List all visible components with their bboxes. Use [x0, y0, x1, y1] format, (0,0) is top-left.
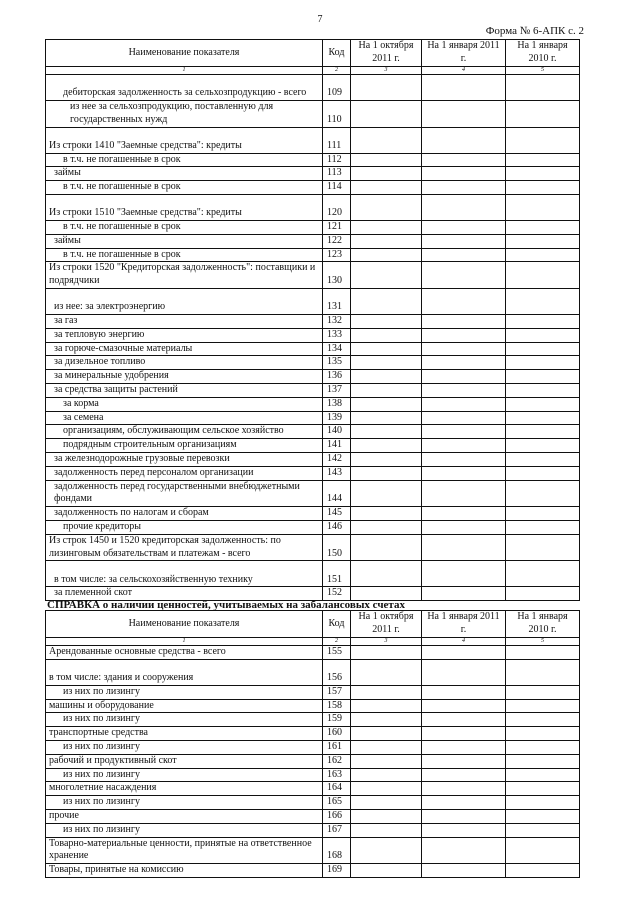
value-jan-2011-cell[interactable] [422, 646, 506, 660]
value-oct-2011-cell[interactable] [351, 659, 422, 685]
value-oct-2011-cell[interactable] [351, 507, 422, 521]
table-row [46, 740, 580, 754]
value-oct-2011-cell[interactable] [351, 480, 422, 507]
row-label: за племенной скот [46, 587, 323, 601]
row-label: в т.ч. не погашенные в срок [46, 248, 323, 262]
value-jan-2011-cell[interactable] [422, 328, 506, 342]
row-label: задолженность по налогам и сборам [46, 507, 323, 521]
row-code: 157 [323, 685, 351, 699]
value-jan-2011-cell[interactable] [422, 466, 506, 480]
value-jan-2011-cell[interactable] [422, 314, 506, 328]
value-jan-2011-cell[interactable] [422, 75, 506, 101]
value-jan-2010-cell[interactable] [506, 342, 580, 356]
value-jan-2011-cell[interactable] [422, 754, 506, 768]
table-row [46, 520, 580, 534]
row-code: 138 [323, 397, 351, 411]
value-jan-2011-cell[interactable] [422, 342, 506, 356]
value-jan-2010-cell[interactable] [506, 685, 580, 699]
value-oct-2011-cell[interactable] [351, 101, 422, 128]
row-code: 123 [323, 248, 351, 262]
column-number: 3 [351, 67, 422, 75]
value-oct-2011-cell[interactable] [351, 153, 422, 167]
table-row [46, 397, 580, 411]
value-jan-2010-cell[interactable] [506, 248, 580, 262]
value-oct-2011-cell[interactable] [351, 561, 422, 587]
spravka-title: СПРАВКА о наличии ценностей, учитываемых на забалансовых счетах [47, 599, 405, 611]
value-jan-2011-cell[interactable] [422, 288, 506, 314]
value-oct-2011-cell[interactable] [351, 864, 422, 878]
value-oct-2011-cell[interactable] [351, 425, 422, 439]
table-row [46, 659, 580, 685]
table-row [46, 561, 580, 587]
row-label: Товары, принятые на комиссию [46, 864, 323, 878]
value-oct-2011-cell[interactable] [351, 740, 422, 754]
row-code: 164 [323, 782, 351, 796]
row-label: в т.ч. не погашенные в срок [46, 153, 323, 167]
table-row [46, 768, 580, 782]
value-jan-2010-cell[interactable] [506, 740, 580, 754]
value-jan-2011-cell[interactable] [422, 659, 506, 685]
row-label: за дизельное топливо [46, 356, 323, 370]
row-label: из них по лизингу [46, 740, 323, 754]
value-jan-2010-cell[interactable] [506, 727, 580, 741]
table-row [46, 75, 580, 101]
header-jan-2011: На 1 января 2011 г. [422, 40, 506, 67]
value-jan-2011-cell[interactable] [422, 685, 506, 699]
value-jan-2011-cell[interactable] [422, 864, 506, 878]
table-row [46, 439, 580, 453]
table-row [46, 466, 580, 480]
value-oct-2011-cell[interactable] [351, 234, 422, 248]
row-label: прочие [46, 809, 323, 823]
value-oct-2011-cell[interactable] [351, 194, 422, 220]
value-oct-2011-cell[interactable] [351, 181, 422, 195]
row-label: Из строк 1450 и 1520 кредиторская задолженность: по лизинговым обязательствам и платежам - всего [46, 534, 323, 561]
value-oct-2011-cell[interactable] [351, 314, 422, 328]
table-row [46, 727, 580, 741]
row-code: 133 [323, 328, 351, 342]
value-oct-2011-cell[interactable] [351, 397, 422, 411]
table-row [46, 153, 580, 167]
row-code: 163 [323, 768, 351, 782]
form-title: Форма № 6-АПК с. 2 [485, 25, 584, 37]
row-code: 162 [323, 754, 351, 768]
table-row [46, 837, 580, 864]
row-code: 134 [323, 342, 351, 356]
value-oct-2011-cell[interactable] [351, 534, 422, 561]
table-row [46, 864, 580, 878]
value-oct-2011-cell[interactable] [351, 262, 422, 289]
value-jan-2011-cell[interactable] [422, 520, 506, 534]
row-label: в том числе: за сельскохозяйственную технику [46, 561, 323, 587]
header-jan-2011: На 1 января 2011 г. [422, 611, 506, 638]
row-code: 109 [323, 75, 351, 101]
value-jan-2011-cell[interactable] [422, 507, 506, 521]
value-oct-2011-cell[interactable] [351, 383, 422, 397]
value-jan-2011-cell[interactable] [422, 248, 506, 262]
header-name: Наименование показателя [46, 611, 323, 638]
header-jan-2010: На 1 января 2010 г. [506, 40, 580, 67]
row-code: 140 [323, 425, 351, 439]
row-label: за железнодорожные грузовые перевозки [46, 452, 323, 466]
value-oct-2011-cell[interactable] [351, 452, 422, 466]
value-oct-2011-cell[interactable] [351, 75, 422, 101]
row-code: 141 [323, 439, 351, 453]
value-jan-2010-cell[interactable] [506, 452, 580, 466]
value-oct-2011-cell[interactable] [351, 220, 422, 234]
value-jan-2011-cell[interactable] [422, 153, 506, 167]
row-code: 122 [323, 234, 351, 248]
value-jan-2011-cell[interactable] [422, 587, 506, 601]
row-code: 110 [323, 101, 351, 128]
row-label: транспортные средства [46, 727, 323, 741]
value-jan-2011-cell[interactable] [422, 220, 506, 234]
value-jan-2010-cell[interactable] [506, 288, 580, 314]
value-jan-2010-cell[interactable] [506, 646, 580, 660]
value-jan-2010-cell[interactable] [506, 314, 580, 328]
row-label: из них по лизингу [46, 685, 323, 699]
table-row [46, 425, 580, 439]
value-jan-2010-cell[interactable] [506, 101, 580, 128]
value-oct-2011-cell[interactable] [351, 727, 422, 741]
value-jan-2011-cell[interactable] [422, 425, 506, 439]
row-label: из нее: за электроэнергию [46, 288, 323, 314]
table-row [46, 383, 580, 397]
value-jan-2010-cell[interactable] [506, 809, 580, 823]
off-balance-table [45, 610, 580, 878]
table-row [46, 181, 580, 195]
row-code: 114 [323, 181, 351, 195]
row-code: 137 [323, 383, 351, 397]
table-row [46, 646, 580, 660]
value-jan-2011-cell[interactable] [422, 796, 506, 810]
row-label: в т.ч. не погашенные в срок [46, 220, 323, 234]
column-number: 5 [506, 67, 580, 75]
row-label: машины и оборудование [46, 699, 323, 713]
row-label: Арендованные основные средства - всего [46, 646, 323, 660]
row-label: из них по лизингу [46, 823, 323, 837]
table-row [46, 480, 580, 507]
row-code: 165 [323, 796, 351, 810]
table-row [46, 314, 580, 328]
row-code: 113 [323, 167, 351, 181]
header-name: Наименование показателя [46, 40, 323, 67]
value-oct-2011-cell[interactable] [351, 328, 422, 342]
value-jan-2010-cell[interactable] [506, 425, 580, 439]
row-label: прочие кредиторы [46, 520, 323, 534]
value-jan-2011-cell[interactable] [422, 127, 506, 153]
row-code: 156 [323, 659, 351, 685]
value-jan-2010-cell[interactable] [506, 383, 580, 397]
value-oct-2011-cell[interactable] [351, 520, 422, 534]
row-label: займы [46, 234, 323, 248]
value-jan-2010-cell[interactable] [506, 823, 580, 837]
value-jan-2011-cell[interactable] [422, 809, 506, 823]
value-jan-2011-cell[interactable] [422, 782, 506, 796]
table-row [46, 370, 580, 384]
header-oct-2011: На 1 октября 2011 г. [351, 40, 422, 67]
value-oct-2011-cell[interactable] [351, 782, 422, 796]
table-row [46, 411, 580, 425]
row-code: 132 [323, 314, 351, 328]
table-row [46, 234, 580, 248]
row-code: 155 [323, 646, 351, 660]
row-label: рабочий и продуктивный скот [46, 754, 323, 768]
value-jan-2010-cell[interactable] [506, 262, 580, 289]
value-jan-2011-cell[interactable] [422, 534, 506, 561]
value-jan-2011-cell[interactable] [422, 699, 506, 713]
value-jan-2011-cell[interactable] [422, 370, 506, 384]
column-number: 2 [323, 67, 351, 75]
table-row [46, 248, 580, 262]
value-oct-2011-cell[interactable] [351, 699, 422, 713]
row-code: 152 [323, 587, 351, 601]
value-jan-2011-cell[interactable] [422, 411, 506, 425]
page-number: 7 [317, 14, 323, 25]
column-number: 1 [46, 638, 323, 646]
row-label: подрядным строительным организациям [46, 439, 323, 453]
row-label: многолетние насаждения [46, 782, 323, 796]
row-code: 130 [323, 262, 351, 289]
value-jan-2011-cell[interactable] [422, 727, 506, 741]
row-label: Из строки 1510 "Заемные средства": кредиты [46, 194, 323, 220]
column-number: 4 [422, 638, 506, 646]
value-oct-2011-cell[interactable] [351, 411, 422, 425]
row-label: за семена [46, 411, 323, 425]
table-row [46, 167, 580, 181]
table-row [46, 262, 580, 289]
column-number: 1 [46, 67, 323, 75]
row-code: 142 [323, 452, 351, 466]
value-jan-2010-cell[interactable] [506, 480, 580, 507]
value-oct-2011-cell[interactable] [351, 713, 422, 727]
table-row [46, 127, 580, 153]
row-label: задолженность перед государственными внебюджетными фондами [46, 480, 323, 507]
row-label: за газ [46, 314, 323, 328]
row-label: Товарно-материальные ценности, принятые на ответственное хранение [46, 837, 323, 864]
value-jan-2010-cell[interactable] [506, 837, 580, 864]
value-jan-2011-cell[interactable] [422, 262, 506, 289]
value-jan-2010-cell[interactable] [506, 439, 580, 453]
value-jan-2010-cell[interactable] [506, 234, 580, 248]
row-code: 168 [323, 837, 351, 864]
value-jan-2010-cell[interactable] [506, 768, 580, 782]
row-code: 111 [323, 127, 351, 153]
value-jan-2010-cell[interactable] [506, 587, 580, 601]
value-oct-2011-cell[interactable] [351, 167, 422, 181]
column-numbers-row [46, 67, 580, 75]
table-row [46, 507, 580, 521]
value-jan-2010-cell[interactable] [506, 356, 580, 370]
value-jan-2010-cell[interactable] [506, 466, 580, 480]
value-jan-2010-cell[interactable] [506, 659, 580, 685]
header-code: Код [323, 40, 351, 67]
row-code: 112 [323, 153, 351, 167]
value-jan-2011-cell[interactable] [422, 713, 506, 727]
row-label: за тепловую энергию [46, 328, 323, 342]
table-row [46, 699, 580, 713]
value-jan-2010-cell[interactable] [506, 75, 580, 101]
value-jan-2011-cell[interactable] [422, 383, 506, 397]
table-row [46, 809, 580, 823]
value-jan-2011-cell[interactable] [422, 234, 506, 248]
row-code: 120 [323, 194, 351, 220]
row-label: Из строки 1410 "Заемные средства": кредиты [46, 127, 323, 153]
value-jan-2010-cell[interactable] [506, 864, 580, 878]
value-oct-2011-cell[interactable] [351, 288, 422, 314]
row-label: за горюче-смазочные материалы [46, 342, 323, 356]
value-jan-2011-cell[interactable] [422, 768, 506, 782]
value-jan-2011-cell[interactable] [422, 181, 506, 195]
header-oct-2011: На 1 октября 2011 г. [351, 611, 422, 638]
table-row [46, 823, 580, 837]
row-code: 169 [323, 864, 351, 878]
row-code: 121 [323, 220, 351, 234]
column-numbers-row [46, 638, 580, 646]
value-jan-2010-cell[interactable] [506, 194, 580, 220]
value-oct-2011-cell[interactable] [351, 646, 422, 660]
row-code: 136 [323, 370, 351, 384]
row-code: 135 [323, 356, 351, 370]
value-jan-2011-cell[interactable] [422, 167, 506, 181]
row-code: 131 [323, 288, 351, 314]
value-oct-2011-cell[interactable] [351, 342, 422, 356]
value-oct-2011-cell[interactable] [351, 356, 422, 370]
value-jan-2011-cell[interactable] [422, 452, 506, 466]
value-oct-2011-cell[interactable] [351, 248, 422, 262]
value-jan-2010-cell[interactable] [506, 220, 580, 234]
row-label: из нее за сельхозпродукцию, поставленную для государственных нужд [46, 101, 323, 128]
table-row [46, 754, 580, 768]
column-number: 5 [506, 638, 580, 646]
value-jan-2010-cell[interactable] [506, 127, 580, 153]
column-number: 3 [351, 638, 422, 646]
value-jan-2011-cell[interactable] [422, 740, 506, 754]
row-label: займы [46, 167, 323, 181]
value-oct-2011-cell[interactable] [351, 796, 422, 810]
value-jan-2010-cell[interactable] [506, 754, 580, 768]
row-label: за средства защиты растений [46, 383, 323, 397]
row-label: из них по лизингу [46, 713, 323, 727]
row-code: 158 [323, 699, 351, 713]
value-jan-2010-cell[interactable] [506, 534, 580, 561]
table-row [46, 194, 580, 220]
column-number: 4 [422, 67, 506, 75]
row-label: за минеральные удобрения [46, 370, 323, 384]
value-jan-2011-cell[interactable] [422, 397, 506, 411]
table-row [46, 713, 580, 727]
value-jan-2011-cell[interactable] [422, 823, 506, 837]
value-jan-2010-cell[interactable] [506, 328, 580, 342]
value-oct-2011-cell[interactable] [351, 823, 422, 837]
value-oct-2011-cell[interactable] [351, 685, 422, 699]
value-jan-2010-cell[interactable] [506, 181, 580, 195]
value-oct-2011-cell[interactable] [351, 768, 422, 782]
value-oct-2011-cell[interactable] [351, 466, 422, 480]
value-jan-2010-cell[interactable] [506, 397, 580, 411]
row-code: 151 [323, 561, 351, 587]
value-jan-2010-cell[interactable] [506, 782, 580, 796]
table-row [46, 685, 580, 699]
row-label: из них по лизингу [46, 768, 323, 782]
row-label: в том числе: здания и сооружения [46, 659, 323, 685]
table-row [46, 101, 580, 128]
value-oct-2011-cell[interactable] [351, 439, 422, 453]
row-code: 143 [323, 466, 351, 480]
row-label: из них по лизингу [46, 796, 323, 810]
row-code: 150 [323, 534, 351, 561]
value-jan-2010-cell[interactable] [506, 167, 580, 181]
header-code: Код [323, 611, 351, 638]
value-jan-2011-cell[interactable] [422, 561, 506, 587]
value-jan-2011-cell[interactable] [422, 480, 506, 507]
row-code: 166 [323, 809, 351, 823]
value-jan-2010-cell[interactable] [506, 520, 580, 534]
row-label: за корма [46, 397, 323, 411]
row-label: организациям, обслуживающим сельское хозяйство [46, 425, 323, 439]
table-row [46, 328, 580, 342]
value-jan-2011-cell[interactable] [422, 439, 506, 453]
row-label: Из строки 1520 "Кредиторская задолженность": поставщики и подрядчики [46, 262, 323, 289]
row-code: 145 [323, 507, 351, 521]
value-jan-2010-cell[interactable] [506, 507, 580, 521]
value-oct-2011-cell[interactable] [351, 127, 422, 153]
row-label: в т.ч. не погашенные в срок [46, 181, 323, 195]
value-jan-2010-cell[interactable] [506, 796, 580, 810]
indicators-table [45, 39, 580, 601]
value-jan-2011-cell[interactable] [422, 194, 506, 220]
value-jan-2010-cell[interactable] [506, 153, 580, 167]
table-row [46, 796, 580, 810]
table-row [46, 782, 580, 796]
row-code: 161 [323, 740, 351, 754]
row-label: дебиторская задолженность за сельхозпродукцию - всего [46, 75, 323, 101]
row-code: 167 [323, 823, 351, 837]
table-row [46, 220, 580, 234]
column-number: 2 [323, 638, 351, 646]
row-code: 146 [323, 520, 351, 534]
table-row [46, 288, 580, 314]
value-oct-2011-cell[interactable] [351, 754, 422, 768]
value-oct-2011-cell[interactable] [351, 837, 422, 864]
table-row [46, 342, 580, 356]
value-jan-2010-cell[interactable] [506, 370, 580, 384]
value-jan-2011-cell[interactable] [422, 101, 506, 128]
table-row [46, 534, 580, 561]
value-jan-2010-cell[interactable] [506, 411, 580, 425]
value-oct-2011-cell[interactable] [351, 370, 422, 384]
row-label: задолженность перед персоналом организации [46, 466, 323, 480]
table-row [46, 452, 580, 466]
value-jan-2010-cell[interactable] [506, 699, 580, 713]
value-oct-2011-cell[interactable] [351, 809, 422, 823]
header-jan-2010: На 1 января 2010 г. [506, 611, 580, 638]
table-row [46, 356, 580, 370]
value-jan-2011-cell[interactable] [422, 837, 506, 864]
row-code: 160 [323, 727, 351, 741]
row-code: 139 [323, 411, 351, 425]
value-jan-2011-cell[interactable] [422, 356, 506, 370]
value-jan-2010-cell[interactable] [506, 713, 580, 727]
row-code: 159 [323, 713, 351, 727]
value-jan-2010-cell[interactable] [506, 561, 580, 587]
row-code: 144 [323, 480, 351, 507]
